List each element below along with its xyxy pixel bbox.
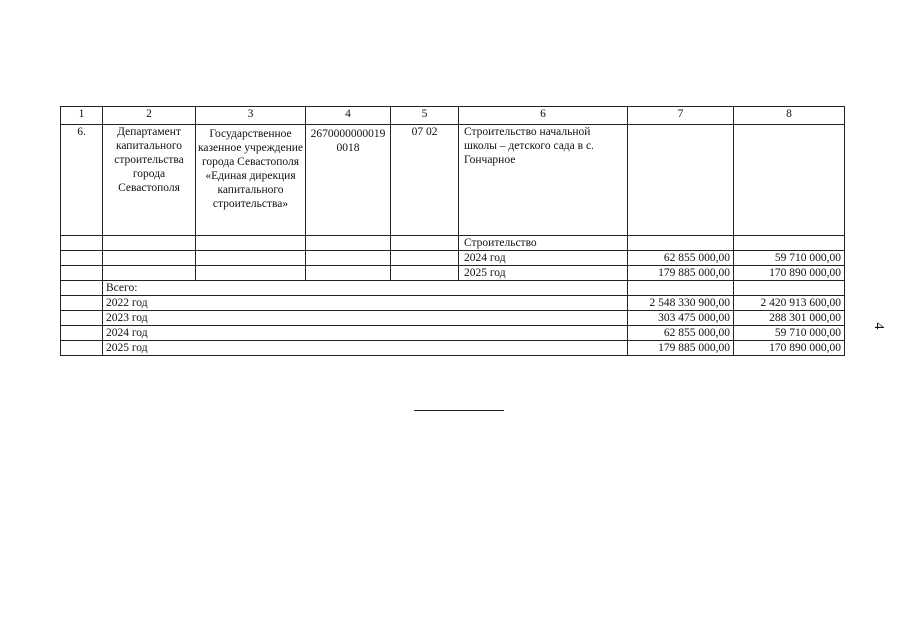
amount-col8: 2 420 913 600,00 [734, 296, 845, 311]
table-row [61, 266, 845, 281]
section-cell: 07 02 [391, 125, 459, 236]
amount-col7: 179 885 000,00 [628, 266, 734, 281]
year-label: 2025 год [103, 341, 628, 356]
amount-col8: 59 710 000,00 [734, 326, 845, 341]
amount-col8: 170 890 000,00 [734, 266, 845, 281]
table-row [61, 236, 845, 251]
department-cell: Департамент капитального строительства города Севастополя [103, 125, 196, 236]
year-label: 2024 год [459, 251, 628, 266]
table-row [61, 251, 845, 266]
column-number: 7 [628, 107, 734, 125]
budget-table [60, 106, 845, 356]
totals-row [61, 341, 845, 356]
column-number-row [61, 107, 845, 125]
column-number: 4 [306, 107, 391, 125]
amount-col8: 59 710 000,00 [734, 251, 845, 266]
totals-row [61, 326, 845, 341]
totals-row [61, 296, 845, 311]
totals-heading-row [61, 281, 845, 296]
amount-col7: 2 548 330 900,00 [628, 296, 734, 311]
empty-cell [734, 125, 845, 236]
column-number: 1 [61, 107, 103, 125]
totals-row [61, 311, 845, 326]
amount-col7: 303 475 000,00 [628, 311, 734, 326]
amount-col7: 62 855 000,00 [628, 251, 734, 266]
amount-col8: 170 890 000,00 [734, 341, 845, 356]
table-row [61, 125, 845, 236]
end-divider [414, 410, 504, 411]
column-number: 6 [459, 107, 628, 125]
row-number: 6. [61, 125, 103, 236]
recipient-cell: Государственное казенное учреждение города Севастополя «Единая дирекция капитального строительства» [196, 125, 306, 236]
column-number: 2 [103, 107, 196, 125]
year-label: 2022 год [103, 296, 628, 311]
empty-cell [628, 125, 734, 236]
amount-col7: 179 885 000,00 [628, 341, 734, 356]
page-number: 4 [871, 322, 886, 330]
work-type-cell: Строительство [459, 236, 628, 251]
totals-label: Всего: [103, 281, 628, 296]
code-cell: 26700000000190018 [306, 125, 391, 236]
amount-col8: 288 301 000,00 [734, 311, 845, 326]
object-cell: Строительство начальной школы – детского сада в с. Гончарное [459, 125, 628, 236]
column-number: 3 [196, 107, 306, 125]
year-label: 2023 год [103, 311, 628, 326]
column-number: 5 [391, 107, 459, 125]
amount-col7: 62 855 000,00 [628, 326, 734, 341]
year-label: 2025 год [459, 266, 628, 281]
year-label: 2024 год [103, 326, 628, 341]
column-number: 8 [734, 107, 845, 125]
